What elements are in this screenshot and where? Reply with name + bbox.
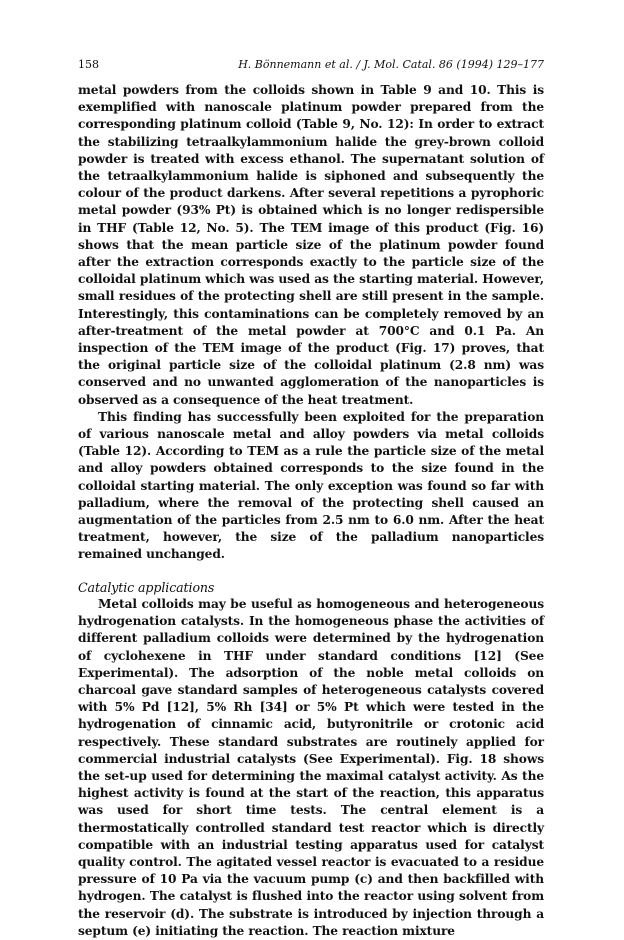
paragraph-alloy-powders: This finding has successfully been exploited for the preparation of various nanoscale metal and alloy powders via metal colloids (Table 12). According to TEM as a rule the particle size of the metal and alloy powders obtained corresponds to the size found in the colloidal starting material. The only exception was found so far with palladium, where the removal of the protecting shell caused an augmentation of the particles from 2.5 nm to 6.0 nm. After the heat treatment, however, the size of the palladium nanoparticles remained unchanged. — [78, 409, 544, 562]
journal-citation: H. Bönnemann et al. / J. Mol. Catal. 86 (1994) 129–177 — [238, 58, 544, 71]
section-heading-catalytic-applications: Catalytic applications — [78, 579, 215, 595]
paragraph-metal-powders: metal powders from the colloids shown in Table 9 and 10. This is exemplified with nanoscale platinum powder prepared from the corresponding platinum colloid (Table 9, No. 12): In order to extract the stabilizing tetraalkylammonium halide the grey-brown colloid powder is treated with excess ethanol. The supernatant solution of the tetraalkylammonium halide is siphoned and subsequently the colour of the product darkens. After several repetitions a pyrophoric metal powder (93% Pt) is obtained which is no longer redispersible in THF (Table 12, No. 5). The TEM image of this product (Fig. 16) shows that the mean particle size of the platinum powder found after the extraction corresponds exactly to the particle size of the colloidal platinum which was used as the starting material. However, small residues of the protecting shell are still present in the sample. Interestingly, this contaminations can be completely removed by an after-treatment of the metal powder at 700°C and 0.1 Pa. An inspection of the TEM image of the product (Fig. 17) proves, that the original particle size of the colloidal platinum (2.8 nm) was conserved and no unwanted agglomeration of the nanoparticles is observed as a consequence of the heat treatment. — [78, 83, 544, 407]
running-head — [78, 58, 544, 72]
paragraph-catalytic-applications: Metal colloids may be useful as homogeneous and heterogeneous hydrogenation catalysts. In the homogeneous phase the activities of different palladium colloids were determined by the hydrogenation of cyclohexene in THF under standard conditions [12] (See Experimental). The adsorption of the noble metal colloids on charcoal gave standard samples of heterogeneous catalysts covered with 5% Pd [12], 5% Rh [34] or 5% Pt which were tested in the hydrogenation of cinnamic acid, butyronitrile or crotonic acid respectively. These standard substrates are routinely applied for commercial industrial catalysts (See Experimental). Fig. 18 shows the set-up used for determining the maximal catalyst activity. As the highest activity is found at the start of the reaction, this apparatus was used for short time tests. The central element is a thermostatically controlled standard test reactor which is directly compatible with an industrial testing apparatus used for catalyst quality control. The agitated vessel reactor is evacuated to a residue pressure of 10 Pa via the vacuum pump (c) and then backfilled with hydrogen. The catalyst is flushed into the reactor using solvent from the reservoir (d). The substrate is introduced by injection through a septum (e) initiating the reaction. The reaction mixture — [78, 596, 544, 938]
article-body — [78, 82, 544, 940]
page-number: 158 — [78, 58, 99, 71]
